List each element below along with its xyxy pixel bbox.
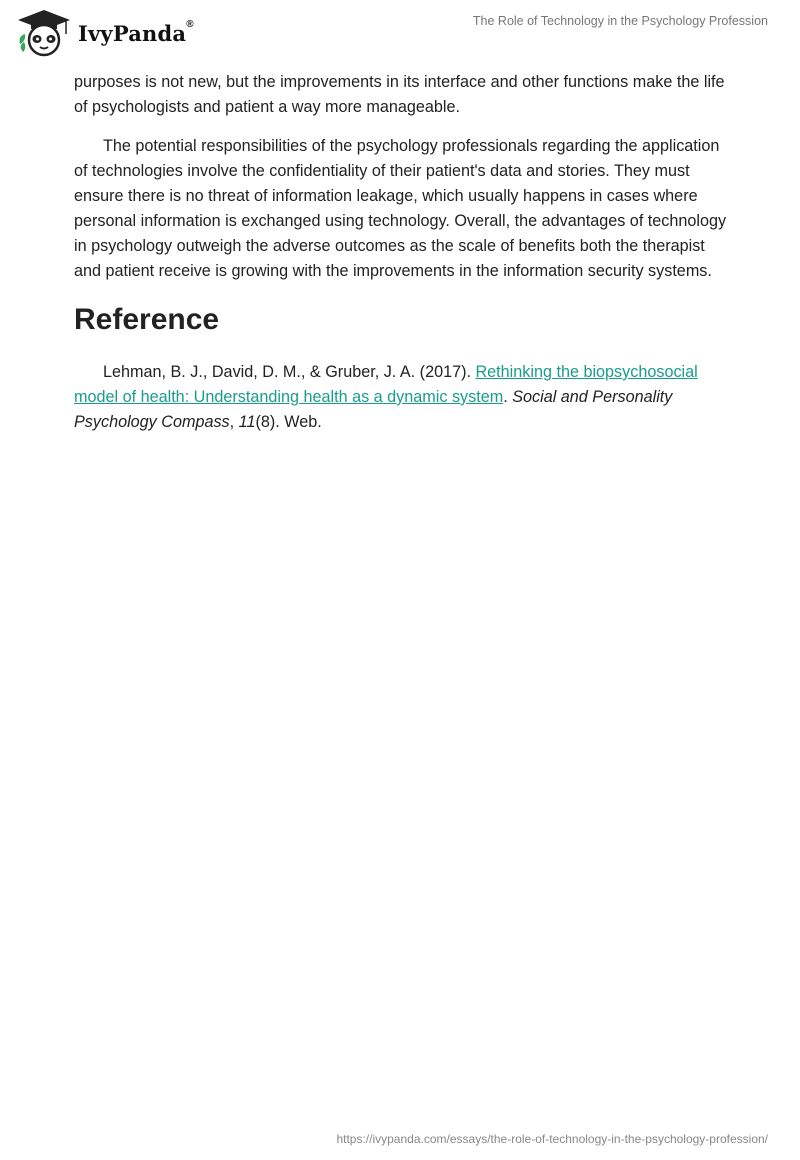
reference-volume: 11: [238, 413, 256, 431]
reference-punctuation: .: [503, 388, 513, 406]
reference-heading: Reference: [74, 303, 220, 336]
ivypanda-logo[interactable]: [14, 8, 194, 58]
reference-issue: (8). Web.: [255, 413, 322, 431]
logo-wordmark: IvyPanda®: [78, 18, 194, 46]
page-header: [0, 0, 800, 70]
reference-authors: Lehman, B. J., David, D. M., & Gruber, J. A. (2017).: [103, 363, 476, 381]
running-title: The Role of Technology in the Psychology Profession: [472, 14, 768, 28]
reference-punctuation: ,: [229, 413, 239, 431]
document-body: [74, 70, 734, 449]
reference-journal: Social and Personality Psychology Compass: [74, 388, 673, 431]
panda-graduate-icon: [14, 8, 74, 58]
body-paragraph: purposes is not new, but the improvements in its interface and other functions make the life of psychologists and patient a way more manageable.: [74, 73, 725, 116]
footer-url[interactable]: https://ivypanda.com/essays/the-role-of-technology-in-the-psychology-profession/: [336, 1132, 768, 1146]
reference-entry: [74, 360, 734, 435]
body-paragraph: The potential responsibilities of the psychology professionals regarding the application of technologies involve the confidentiality of their patient's data and stories. They must ensure there is no threat of information leakage, which usually happens in cases where personal information is exchanged using technology. Overall, the advantages of technology in psychology outweigh the adverse outcomes as the scale of benefits both the therapist and patient receive is growing with the improvements in the information security systems.: [74, 137, 727, 280]
reference-title-link[interactable]: Rethinking the biopsychosocial model of health: Understanding health as a dynamic system: [74, 363, 698, 406]
